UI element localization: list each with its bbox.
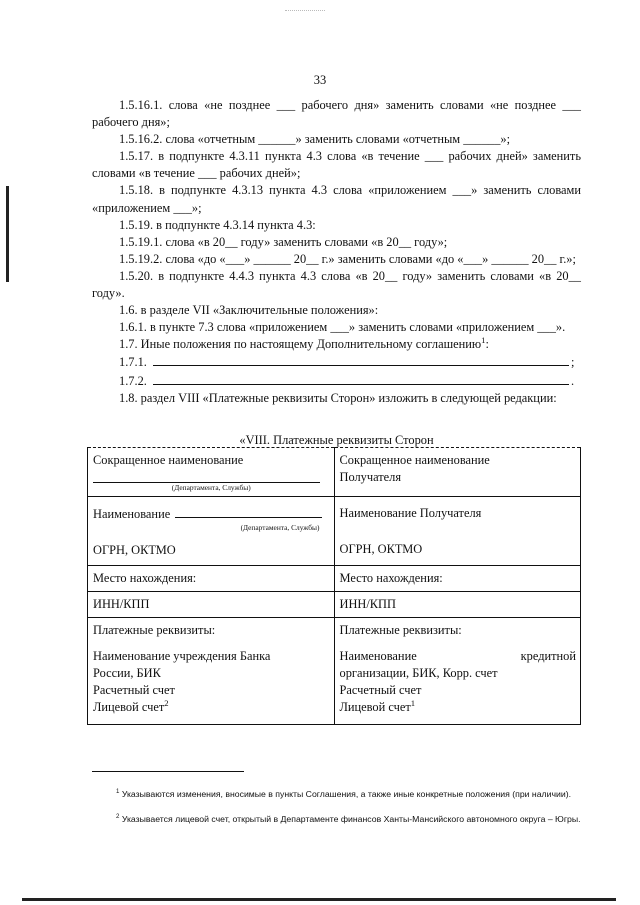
personal-account-line — [340, 699, 577, 716]
fill-line — [92, 372, 581, 390]
table-cell: ИНН/КПП — [88, 592, 335, 618]
document-body — [92, 97, 581, 407]
table-title: «VIII. Платежные реквизиты Сторон — [239, 433, 434, 447]
table-row — [88, 592, 581, 618]
table-row — [88, 448, 581, 497]
cell-text: Расчетный счет — [339, 683, 422, 697]
footnote-ref: 1 — [410, 697, 416, 708]
footnote-text: Указываются изменения, вносимые в пункты Соглашения, а также иные конкретные положения (при наличии). — [121, 789, 572, 799]
paragraph-other-provisions — [92, 336, 581, 353]
table-cell: ИНН/КПП — [334, 592, 581, 618]
table-cell — [334, 497, 581, 566]
cell-text: кредитной — [520, 649, 576, 663]
paragraph: 1.5.19. в подпункте 4.3.14 пункта 4.3: — [119, 217, 316, 232]
fill-line — [92, 353, 581, 371]
paragraph: 1.8. раздел VIII «Платежные реквизиты Сторон» изложить в следующей редакции: — [119, 390, 557, 405]
cell-text: Сокращенное наименование — [339, 453, 490, 467]
cell-text: Лицевой счет — [93, 700, 165, 714]
blank-line — [175, 505, 321, 518]
page-number: 33 — [313, 73, 327, 87]
cell-subscript: (Департамента, Службы) — [171, 483, 251, 492]
footnote-mark: 1 — [116, 788, 120, 796]
paragraph: 1.5.19.2. слова «до «___» ______ 20__ г.» заменить словами «до «___» ______ 20__ г.»; — [119, 251, 576, 266]
cell-text: организации, БИК, Корр. счет — [339, 666, 498, 680]
footnote — [92, 789, 581, 801]
name-line — [93, 505, 330, 523]
table-cell: Место нахождения: — [334, 566, 581, 592]
cell-text: Получателя — [339, 470, 402, 484]
scan-edge-mark-left — [6, 186, 9, 282]
paragraph-tail: : — [485, 337, 489, 352]
footnote-ref: 1 — [481, 335, 486, 346]
paragraph-text: 1.7. Иные положения по настоящему Дополнительному соглашению — [119, 337, 482, 352]
cell-text: ОГРН, ОКТМО — [339, 542, 423, 556]
bank-line — [340, 648, 577, 665]
table-cell — [334, 448, 581, 497]
cell-text: Наименование — [93, 507, 171, 521]
cell-text: ОГРН, ОКТМО — [93, 543, 176, 557]
cell-text: Наименование учреждения Банка — [93, 649, 271, 663]
paragraph: 1.6. в разделе VII «Заключительные положения»: — [119, 303, 379, 318]
table-row — [88, 497, 581, 566]
fill-line-label: 1.7.2. — [119, 373, 147, 388]
footnote-ref: 2 — [164, 697, 169, 708]
table-cell — [88, 618, 335, 725]
blank-line — [153, 353, 569, 366]
table-row — [88, 566, 581, 592]
paragraph: 1.6.1. в пункте 7.3 слова «приложением ___» заменить словами «приложением ___». — [119, 320, 566, 335]
paragraph: 1.5.17. в подпункте 4.3.11 пункта 4.3 слова «в течение ___ рабочих дней» заменить словами «в течение ___ рабочих дней»; — [92, 149, 581, 181]
cell-text: России, БИК — [93, 666, 161, 680]
blank-line — [153, 372, 569, 385]
scan-edge-mark-bottom — [22, 898, 616, 901]
paragraph: 1.5.18. в подпункте 4.3.13 пункта 4.3 слова «приложением ___» заменить словами «приложением ___»; — [92, 183, 581, 215]
footnote-text: Указывается лицевой счет, открытый в Департаменте финансов Ханты-Мансийского автономного округа – Югры. — [121, 814, 581, 824]
fill-line-label: 1.7.1. — [119, 355, 147, 370]
table-cell: Место нахождения: — [88, 566, 335, 592]
personal-account-line — [93, 699, 330, 716]
payment-details-table — [87, 447, 581, 725]
cell-text: Лицевой счет — [339, 700, 411, 714]
table-cell — [334, 618, 581, 725]
cell-text: Платежные реквизиты: — [93, 623, 216, 637]
scan-artifact — [285, 10, 325, 15]
paragraph: 1.5.16.1. слова «не позднее ___ рабочего дня» заменить словами «не позднее ___ рабочего дня»; — [92, 98, 581, 130]
fill-line-end: . — [571, 373, 575, 388]
cell-text: Наименование Получателя — [339, 506, 482, 520]
fill-line-end: ; — [571, 355, 575, 370]
cell-text: Сокращенное наименование — [93, 453, 244, 467]
cell-subscript: (Департамента, Службы) — [240, 523, 320, 532]
cell-text: Наименование — [339, 649, 417, 663]
table-row — [88, 618, 581, 725]
paragraph: 1.5.16.2. слова «отчетным ______» заменить словами «отчетным ______»; — [119, 132, 511, 147]
paragraph: 1.5.19.1. слова «в 20__ году» заменить словами «в 20__ году»; — [119, 234, 448, 249]
blank-line — [93, 469, 320, 483]
footnote-mark: 2 — [116, 813, 120, 821]
cell-text: Расчетный счет — [93, 683, 175, 697]
table-cell — [88, 448, 335, 497]
cell-text: Платежные реквизиты: — [339, 623, 462, 637]
footnote-separator — [92, 771, 244, 772]
paragraph: 1.5.20. в подпункте 4.4.3 пункта 4.3 слова «в 20__ году» заменить словами «в 20__ году». — [92, 268, 581, 301]
table-cell — [88, 497, 335, 566]
footnote — [92, 814, 581, 826]
